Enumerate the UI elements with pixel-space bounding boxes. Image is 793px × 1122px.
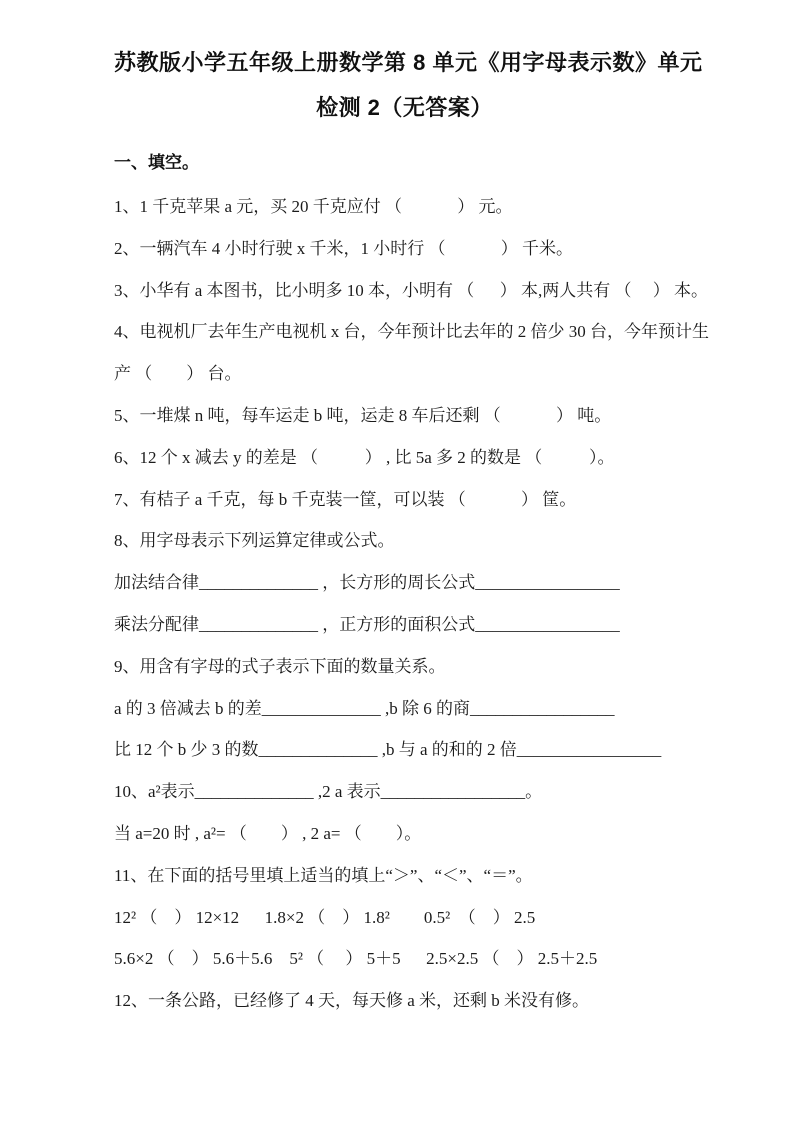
title-line-2: 检测 2（无答案） bbox=[316, 95, 493, 120]
question-7: 7、有桔子 a 千克，每 b 千克装一筐，可以装 （ ） 筐。 bbox=[114, 489, 577, 509]
question-10-evaluate-row: 当 a=20 时 , a²= （ ） , 2 a= （ ）。 bbox=[114, 823, 422, 843]
question-8: 8、用字母表示下列运算定律或公式。 bbox=[114, 531, 395, 551]
section-heading-fill-in-blanks: 一、填空。 bbox=[114, 153, 199, 172]
question-8-blank-row-2: 乘法分配律______________ ，正方形的面积公式_________________ bbox=[114, 614, 620, 634]
question-2: 2、一辆汽车 4 小时行驶 x 千米，1 小时行 （ ） 千米。 bbox=[114, 238, 573, 258]
question-9-blank-row-1: a 的 3 倍减去 b 的差______________ ,b 除 6 的商_________________ bbox=[114, 698, 615, 718]
document-title bbox=[114, 40, 703, 130]
question-5: 5、一堆煤 n 吨，每车运走 b 吨，运走 8 车后还剩 （ ） 吨。 bbox=[114, 405, 612, 425]
question-11: 11、在下面的括号里填上适当的填上“＞”、“＜”、“＝”。 bbox=[114, 865, 533, 885]
question-10: 10、a²表示______________ ,2 a 表示_________________。 bbox=[114, 782, 543, 802]
question-11-comparison-row-2: 5.6×2 （ ） 5.6＋5.6 5² （ ） 5＋5 2.5×2.5 （ ） 2.5＋2.5 bbox=[114, 949, 598, 969]
question-11-comparison-row-1: 12² （ ） 12×12 1.8×2 （ ） 1.8² 0.5² （ ） 2.5 bbox=[114, 907, 536, 927]
question-1: 1、1 千克苹果 a 元，买 20 千克应付 （ ） 元。 bbox=[114, 197, 513, 216]
question-8-blank-row-1: 加法结合律______________ ，长方形的周长公式_________________ bbox=[114, 573, 620, 593]
question-4-line-1: 4、电视机厂去年生产电视机 x 台，今年预计比去年的 2 倍少 30 台，今年预计生 bbox=[114, 322, 709, 342]
question-6: 6、12 个 x 减去 y 的差是 （ ） , 比 5a 多 2 的数是 （ ）。 bbox=[114, 447, 615, 467]
question-4-line-2: 产 （ ） 台。 bbox=[114, 364, 242, 384]
question-9-blank-row-2: 比 12 个 b 少 3 的数______________ ,b 与 a 的和的 2 倍_________________ bbox=[114, 740, 662, 760]
question-9: 9、用含有字母的式子表示下面的数量关系。 bbox=[114, 656, 446, 676]
question-12: 12、一条公路，已经修了 4 天，每天修 a 米，还剩 b 米没有修。 bbox=[114, 991, 590, 1011]
question-3: 3、小华有 a 本图书，比小明多 10 本，小明有 （ ） 本,两人共有 （ ） 本。 bbox=[114, 280, 709, 300]
title-line-1: 苏教版小学五年级上册数学第 8 单元《用字母表示数》单元 bbox=[114, 50, 703, 75]
